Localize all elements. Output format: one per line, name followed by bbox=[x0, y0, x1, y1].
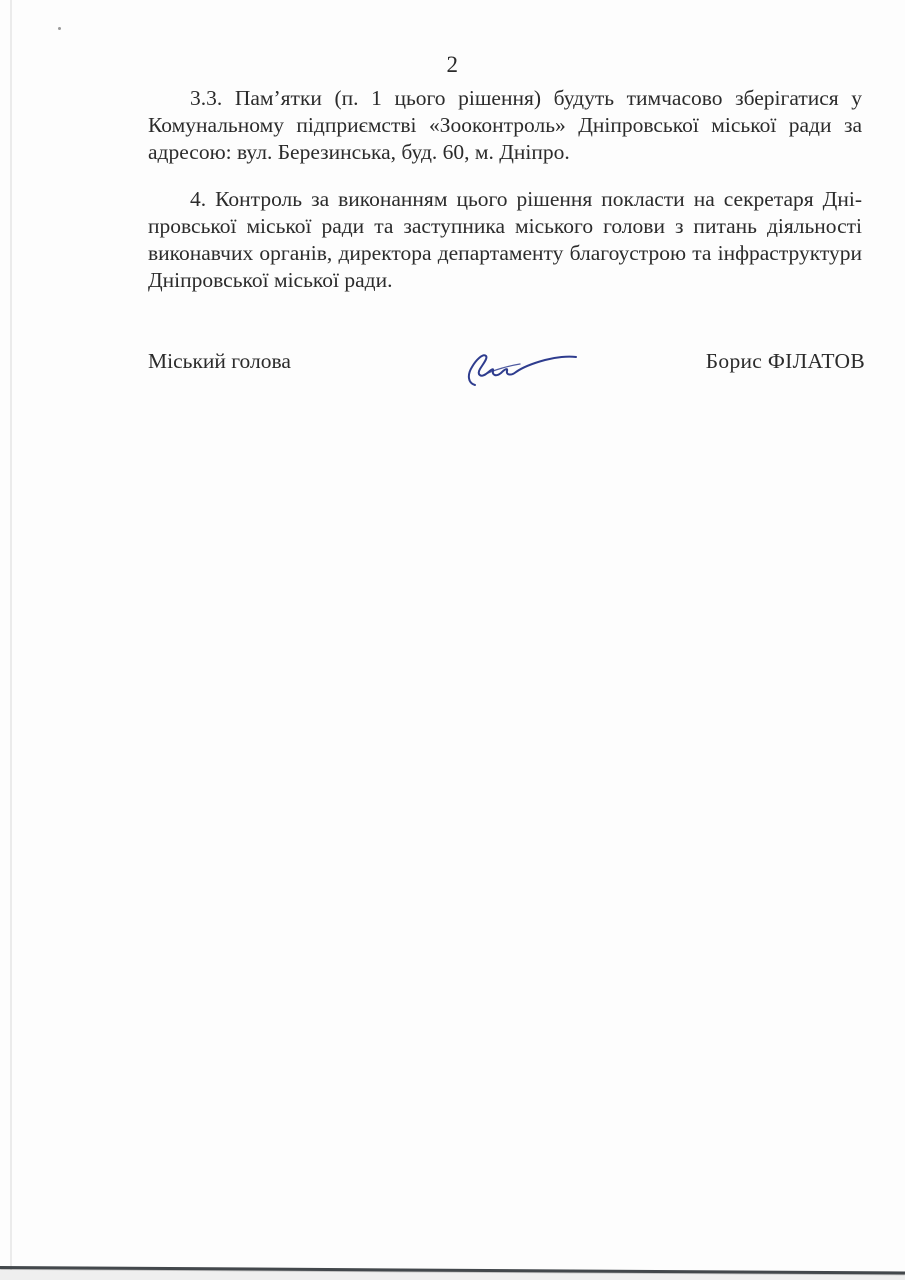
signature-block bbox=[148, 347, 865, 399]
scan-speck bbox=[58, 27, 61, 30]
paragraph-line: Дніпровської міської ради. bbox=[148, 268, 393, 292]
signatory-title: Міський голова bbox=[148, 349, 291, 373]
paragraph-line: 3.3. Пам’ятки (п. 1 цього рішення) будуть тимчасово зберігатися у bbox=[190, 86, 862, 110]
paragraph-line: виконавчих органів, директора департаменту благоустрою та інфраструктури bbox=[148, 241, 862, 265]
signatory-name: Борис ФІЛАТОВ bbox=[705, 349, 865, 373]
paragraph-clause-4 bbox=[148, 186, 862, 294]
paragraph-clause-3-3 bbox=[148, 85, 862, 166]
paragraph-line: Комунальному підприємстві «Зооконтроль» Дніпровської міської ради за bbox=[148, 113, 862, 137]
paragraph-line: адресою: вул. Березинська, буд. 60, м. Дніпро. bbox=[148, 140, 570, 164]
page-edge-line bbox=[10, 0, 12, 1272]
handwritten-signature-icon bbox=[460, 337, 585, 393]
page-number: 2 bbox=[446, 52, 459, 77]
paragraph-line: 4. Контроль за виконанням цього рішення покласти на секретаря Дні- bbox=[190, 187, 862, 211]
paragraph-line: провської міської ради та заступника міського голови з питань діяльності bbox=[148, 214, 862, 238]
